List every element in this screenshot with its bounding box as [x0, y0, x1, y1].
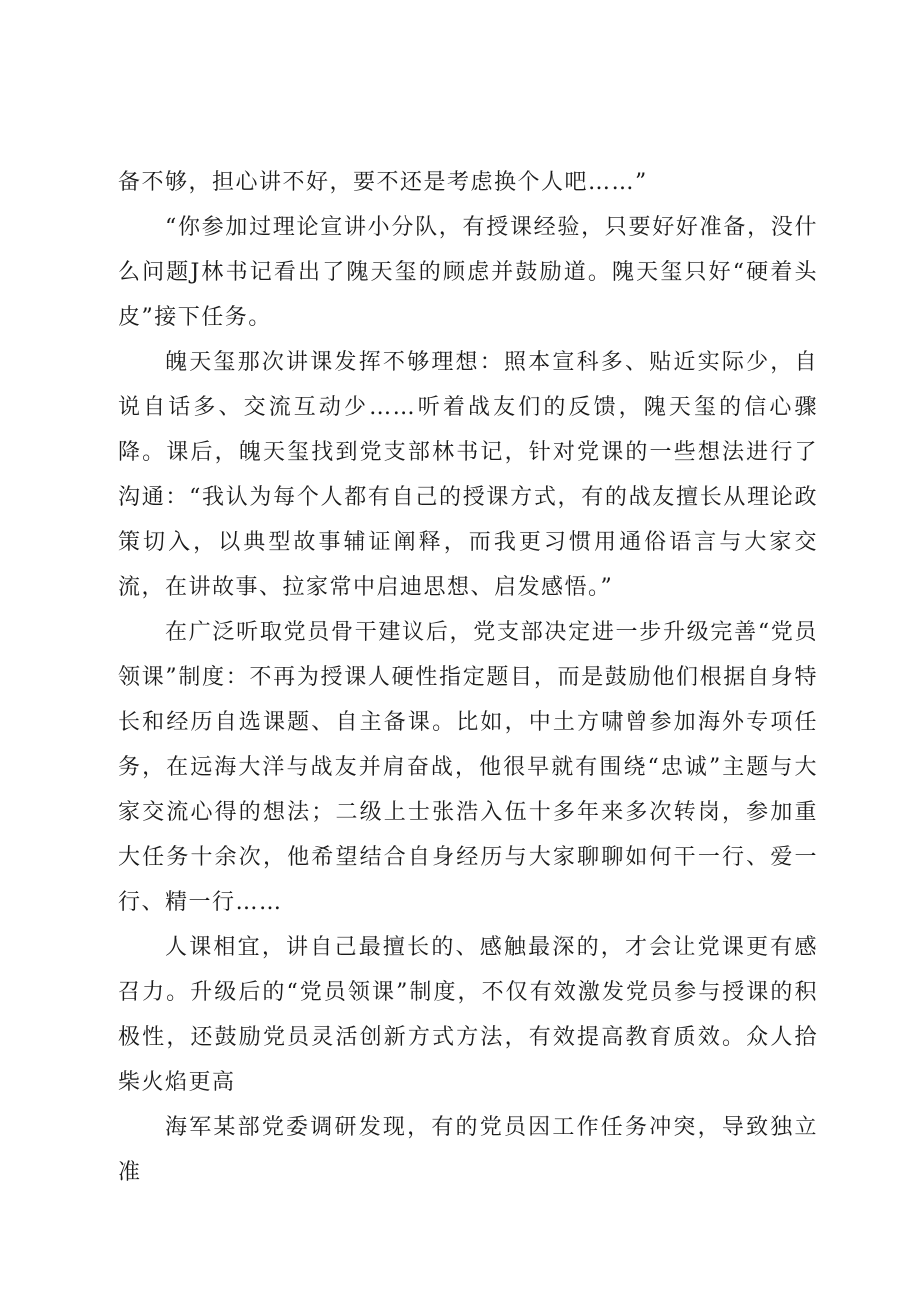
paragraph-system-upgrade: 在广泛听取党员骨干建议后，党支部决定进一步升级完善“党员领课”制度：不再为授课人硬性指定题目，而是鼓励他们根据自身特长和经历自选课题、自主备课。比如，中土方啸曾参加海外专项任务，在远海大洋与战友并肩奋战，他很早就有围绕“忠诚”主题与大家交流心得的想法；二级上士张浩入伍十多年来多次转岗，参加重大任务十余次，他希望结合自身经历与大家聊聊如何干一行、爱一行、精一行…… [118, 620, 818, 915]
paragraph-summary: 人课相宜，讲自己最擅长的、感触最深的，才会让党课更有感召力。升级后的“党员领课”制度，不仅有效激发党员参与授课的积极性，还鼓励党员灵活创新方式方法，有效提高教育质效。众人拾柴火焰更高 [118, 935, 818, 1095]
paragraph-continued: 备不够，担心讲不好，要不还是考虑换个人吧……” [118, 170, 648, 195]
paragraph-navy-research: 海军某部党委调研发现，有的党员因工作任务冲突，导致独立准 [118, 1115, 818, 1185]
paragraph-encouragement: “你参加过理论宣讲小分队，有授课经验，只要好好准备，没什么问题J林书记看出了隗天玺的顾虑并鼓励道。隗天玺只好“硬着头皮”接下任务。 [118, 215, 818, 330]
document-page [118, 160, 818, 1195]
paragraph-lecture-feedback: 魄天玺那次讲课发挥不够理想：照本宣科多、贴近实际少，自说自话多、交流互动少……听着战友们的反馈，隗天玺的信心骤降。课后，魄天玺找到党支部林书记，针对党课的一些想法进行了沟通：“我认为每个人都有自己的授课方式，有的战友擅长从理论政策切入，以典型故事辅证阐释，而我更习惯用通俗语言与大家交流，在讲故事、拉家常中启迪思想、启发感悟。” [118, 350, 818, 600]
